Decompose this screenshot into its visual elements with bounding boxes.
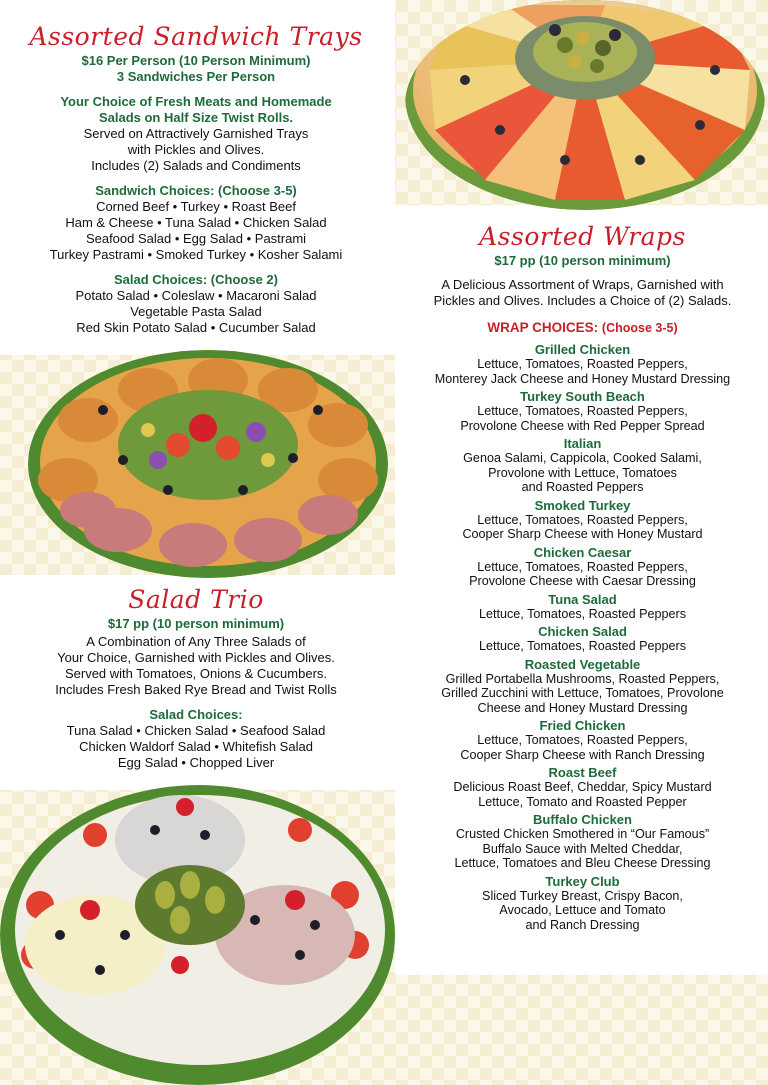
wrap-desc-line: Cooper Sharp Cheese with Honey Mustard — [462, 527, 703, 541]
wrap-name: Chicken Salad — [538, 624, 627, 639]
wrap-platter-photo — [405, 0, 765, 210]
wrap-desc-line: Lettuce, Tomatoes, Roasted Peppers, — [477, 357, 688, 371]
desc-line: Served with Tomatoes, Onions & Cucumbers. — [64, 666, 328, 681]
salad-line: Red Skin Potato Salad • Cucumber Salad — [76, 320, 316, 335]
wrap-name: Fried Chicken — [539, 718, 626, 733]
choice-line: Egg Salad • Chopped Liver — [117, 755, 275, 770]
wraps-desc — [415, 277, 750, 309]
wrap-desc-line: Lettuce, Tomatoes and Bleu Cheese Dressing — [454, 856, 711, 870]
sandwich-tray-photo — [28, 350, 388, 578]
sandwich-price: $16 Per Person (10 Person Minimum) — [81, 53, 311, 68]
desc-line: Includes Fresh Baked Rye Bread and Twist Rolls — [55, 682, 337, 697]
wrap-choices-label: WRAP CHOICES: — [487, 320, 599, 335]
desc-line: A Combination of Any Three Salads of — [86, 634, 306, 649]
wrap-item — [415, 624, 750, 654]
wrap-desc-line: Monterey Jack Cheese and Honey Mustard Dressing — [434, 371, 731, 386]
wrap-desc-line: Provolone with Lettuce, Tomatoes — [488, 465, 677, 480]
wrap-desc-line: Sliced Turkey Breast, Crispy Bacon, — [482, 888, 683, 903]
choice-line: Ham & Cheese • Tuna Salad • Chicken Salad — [65, 215, 327, 230]
wrap-name: Turkey South Beach — [520, 389, 645, 404]
wrap-desc-line: Lettuce, Tomatoes, Roasted Peppers, — [477, 733, 688, 747]
wrap-desc-line: Lettuce, Tomato and Roasted Pepper — [478, 794, 687, 809]
wrap-name: Chicken Caesar — [533, 544, 632, 560]
wrap-desc-line: Avocado, Lettuce and Tomato — [499, 903, 666, 917]
wrap-list — [415, 342, 750, 932]
intro-line: Salads on Half Size Twist Rolls. — [98, 110, 294, 125]
wrap-desc-line: Lettuce, Tomatoes, Roasted Peppers — [479, 639, 686, 653]
wraps-section — [415, 222, 750, 935]
wrap-item — [415, 592, 750, 622]
wrap-desc-line: Lettuce, Tomatoes, Roasted Peppers, — [477, 559, 688, 574]
choice-line: Tuna Salad • Chicken Salad • Seafood Salad — [66, 723, 326, 738]
wrap-desc-line: and Ranch Dressing — [525, 917, 640, 932]
choice-line: Seafood Salad • Egg Salad • Pastrami — [85, 231, 307, 246]
wrap-name: Buffalo Chicken — [533, 812, 632, 827]
wraps-price: $17 pp (10 person minimum) — [494, 253, 671, 268]
salad-trio-photo — [0, 785, 395, 1085]
sandwich-choices-heading: Sandwich Choices: (Choose 3-5) — [95, 183, 297, 198]
wrap-item — [415, 765, 750, 809]
wrap-name: Smoked Turkey — [534, 497, 631, 513]
wrap-item — [415, 812, 750, 871]
wrap-item — [415, 874, 750, 933]
sandwich-served — [20, 126, 372, 174]
sandwich-section — [20, 22, 372, 336]
wrap-item — [415, 436, 750, 495]
wrap-item — [415, 657, 750, 716]
wrap-desc-line: Grilled Portabella Mushrooms, Roasted Peppers, — [445, 671, 720, 686]
wrap-desc-line: Lettuce, Tomatoes, Roasted Peppers, — [477, 404, 688, 418]
wrap-choices-heading — [415, 320, 750, 335]
wrap-desc-line: Genoa Salami, Cappicola, Cooked Salami, — [463, 451, 702, 465]
intro-line: Your Choice of Fresh Meats and Homemade — [60, 94, 332, 109]
wrap-desc-line: and Roasted Peppers — [521, 480, 644, 494]
wrap-desc-line: Grilled Zucchini with Lettuce, Tomatoes, Provolone — [441, 686, 724, 700]
salad-trio-title: Salad Trio — [128, 585, 264, 614]
served-line: Includes (2) Salads and Condiments — [91, 158, 301, 173]
wrap-name: Turkey Club — [545, 873, 620, 889]
salad-trio-price: $17 pp (10 person minimum) — [107, 616, 285, 631]
choice-line: Chicken Waldorf Salad • Whitefish Salad — [79, 739, 313, 754]
sandwich-title: Assorted Sandwich Trays — [29, 22, 363, 51]
wrap-desc-line: Provolone Cheese with Red Pepper Spread — [460, 418, 705, 433]
salad-trio-section — [20, 585, 372, 771]
wrap-name: Italian — [563, 436, 602, 451]
desc-line: Pickles and Olives. Includes a Choice of (2) Salads. — [433, 293, 732, 308]
wrap-desc-line: Buffalo Sauce with Melted Cheddar, — [482, 841, 683, 856]
wrap-desc-line: Crusted Chicken Smothered in “Our Famous” — [455, 827, 710, 841]
sandwich-per-person: 3 Sandwiches Per Person — [116, 69, 276, 84]
wrap-item — [415, 342, 750, 386]
desc-line: Your Choice, Garnished with Pickles and Olives. — [57, 650, 335, 665]
choice-line: Corned Beef • Turkey • Roast Beef — [96, 199, 296, 214]
salad-choices — [20, 288, 372, 336]
wrap-item — [415, 545, 750, 589]
salad-trio-desc — [20, 634, 372, 698]
wrap-desc-line: Lettuce, Tomatoes, Roasted Peppers, — [477, 512, 688, 527]
choice-line: Turkey Pastrami • Smoked Turkey • Kosher Salami — [49, 247, 343, 262]
served-line: with Pickles and Olives. — [127, 142, 265, 157]
wrap-desc-line: Provolone Cheese with Caesar Dressing — [469, 574, 696, 588]
wrap-desc-line: Lettuce, Tomatoes, Roasted Peppers — [479, 606, 686, 621]
sandwich-intro — [20, 94, 372, 126]
wrap-name: Roast Beef — [548, 765, 617, 780]
wrap-desc-line: Cooper Sharp Cheese with Ranch Dressing — [460, 747, 705, 762]
salad-trio-choices-heading: Salad Choices: — [149, 707, 243, 722]
sandwich-choices — [20, 199, 372, 263]
wrap-name: Grilled Chicken — [534, 342, 631, 357]
wrap-desc-line: Cheese and Honey Mustard Dressing — [477, 700, 688, 715]
salad-trio-choices — [20, 723, 372, 771]
wrap-desc-line: Delicious Roast Beef, Cheddar, Spicy Mustard — [453, 780, 712, 794]
wrap-name: Roasted Vegetable — [524, 656, 641, 672]
wrap-item — [415, 498, 750, 542]
salad-choices-heading: Salad Choices: (Choose 2) — [114, 272, 278, 287]
salad-line: Vegetable Pasta Salad — [130, 304, 262, 319]
salad-line: Potato Salad • Coleslaw • Macaroni Salad — [75, 288, 317, 303]
wrap-item — [415, 718, 750, 762]
wraps-title: Assorted Wraps — [479, 222, 686, 251]
served-line: Served on Attractively Garnished Trays — [83, 126, 309, 141]
wrap-choices-sub: (Choose 3-5) — [601, 321, 678, 335]
wrap-item — [415, 389, 750, 433]
wrap-name: Tuna Salad — [548, 591, 617, 607]
desc-line: A Delicious Assortment of Wraps, Garnished with — [441, 277, 724, 292]
